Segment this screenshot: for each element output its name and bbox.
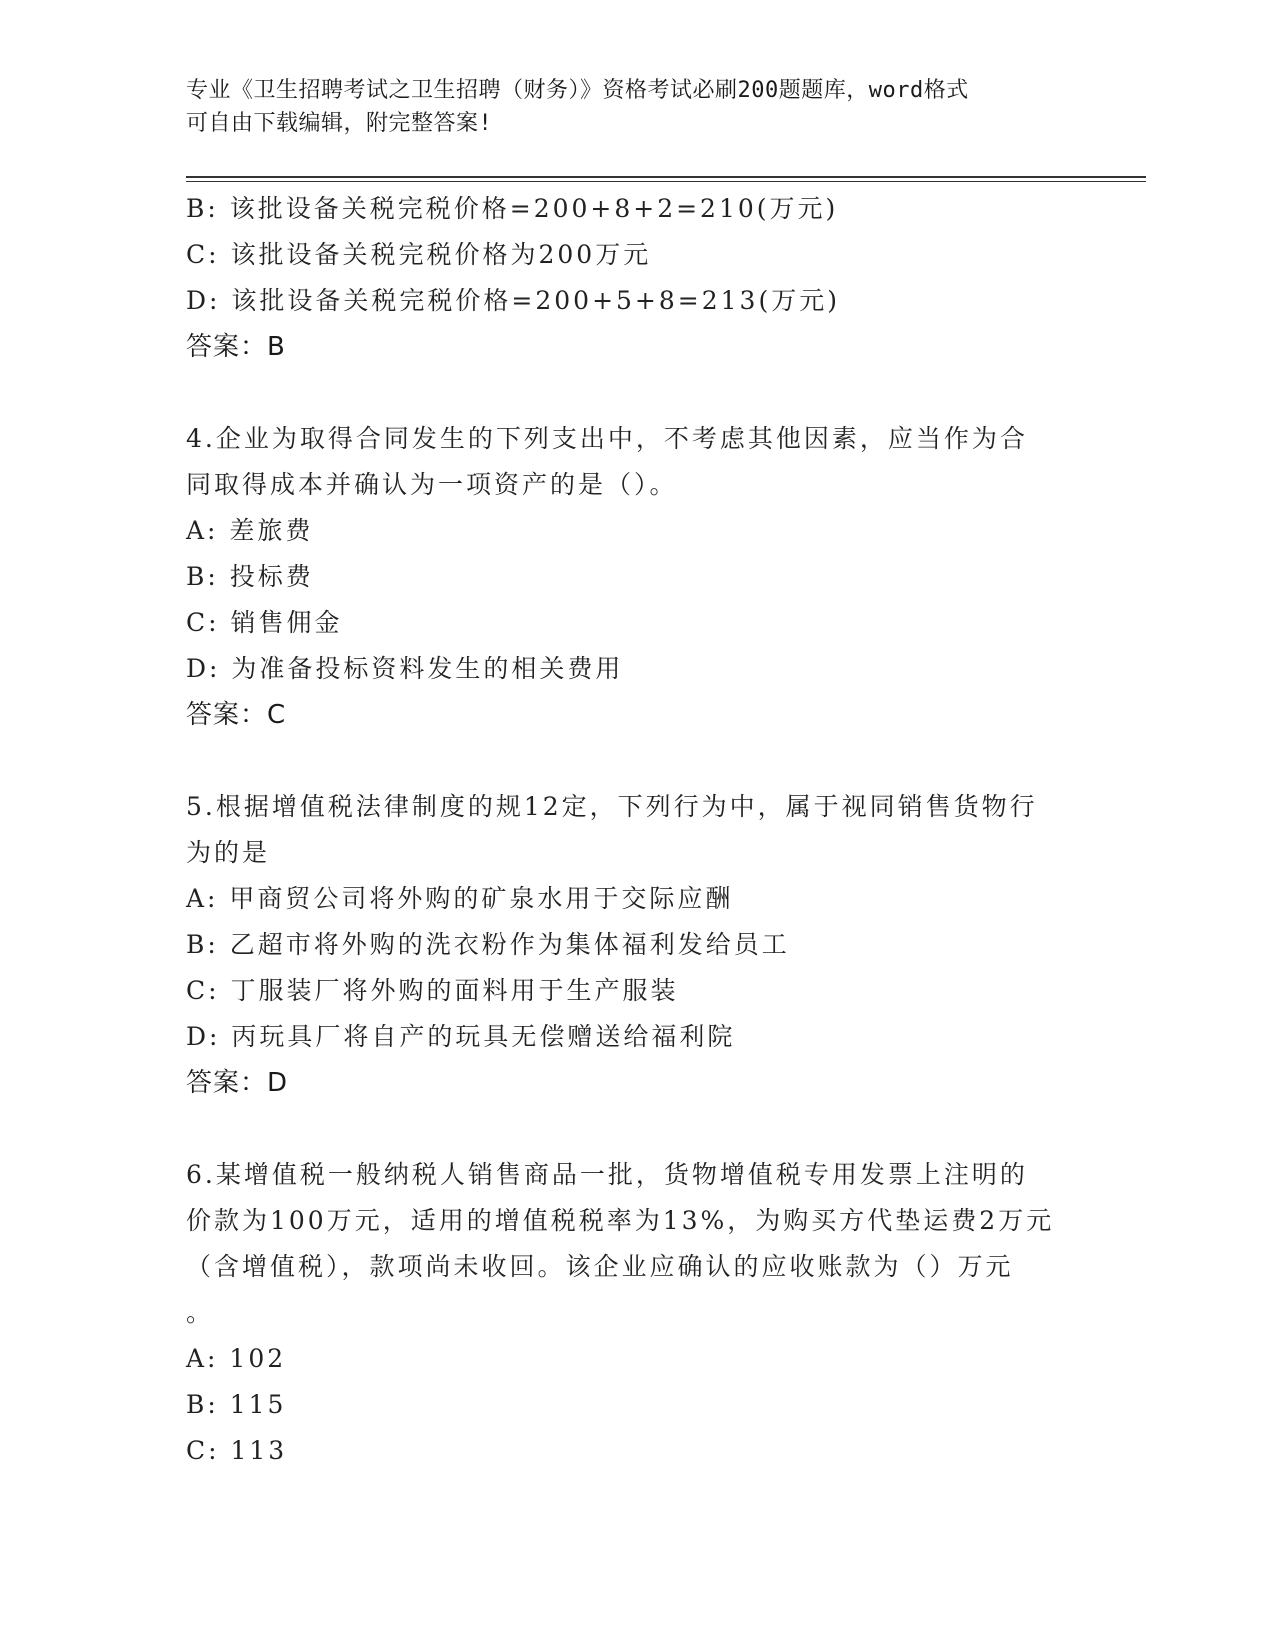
question-list	[186, 186, 1086, 1474]
question-4	[186, 416, 1086, 738]
option-b: B: 乙超市将外购的洗衣粉作为集体福利发给员工	[186, 930, 790, 959]
answer-label: 答案：B	[186, 332, 286, 362]
option-b: B: 115	[186, 1390, 287, 1419]
question-stem-line: 同取得成本并确认为一项资产的是（）。	[186, 470, 678, 499]
header-divider-thin	[186, 181, 1146, 182]
question-stem-line: 价款为100万元，适用的增值税税率为13%，为购买方代垫运费2万元	[186, 1206, 1055, 1235]
option-d: D: 丙玩具厂将自产的玩具无偿赠送给福利院	[186, 1022, 736, 1051]
option-c: C: 113	[186, 1436, 288, 1465]
option-d: D: 为准备投标资料发生的相关费用	[186, 654, 624, 683]
question-6	[186, 1152, 1086, 1474]
question-stem-line: 6.某增值税一般纳税人销售商品一批，货物增值税专用发票上注明的	[186, 1160, 1028, 1189]
header-title-line-1: 专业《卫生招聘考试之卫生招聘（财务）》资格考试必刷200题题库，word格式	[186, 78, 969, 103]
option-a: A: 差旅费	[186, 516, 314, 545]
option-a: A: 102	[186, 1344, 287, 1373]
option-a: A: 甲商贸公司将外购的矿泉水用于交际应酬	[186, 884, 734, 913]
option-b: B: 投标费	[186, 562, 314, 591]
question-5	[186, 784, 1086, 1106]
option-c: C: 该批设备关税完税价格为200万元	[186, 240, 652, 269]
option-d: D: 该批设备关税完税价格=200+5+8=213(万元)	[186, 286, 840, 315]
option-b: B: 该批设备关税完税价格=200+8+2=210(万元)	[186, 194, 839, 223]
header-title-line-2: 可自由下载编辑，附完整答案!	[186, 111, 493, 136]
answer-label: 答案：D	[186, 1068, 289, 1098]
question-3-continuation	[186, 186, 1086, 370]
answer-label: 答案：C	[186, 700, 287, 730]
document-header	[186, 74, 1086, 140]
question-stem-line: 。	[186, 1298, 215, 1327]
header-divider	[186, 176, 1146, 178]
question-stem-line: 为的是	[186, 838, 271, 867]
option-c: C: 销售佣金	[186, 608, 343, 637]
option-c: C: 丁服装厂将外购的面料用于生产服装	[186, 976, 679, 1005]
question-stem-line: 4.企业为取得合同发生的下列支出中，不考虑其他因素，应当作为合	[186, 424, 1028, 453]
question-stem-line: 5.根据增值税法律制度的规12定，下列行为中，属于视同销售货物行	[186, 792, 1038, 821]
question-stem-line: （含增值税），款项尚未收回。该企业应确认的应收账款为（）万元	[186, 1252, 1014, 1281]
